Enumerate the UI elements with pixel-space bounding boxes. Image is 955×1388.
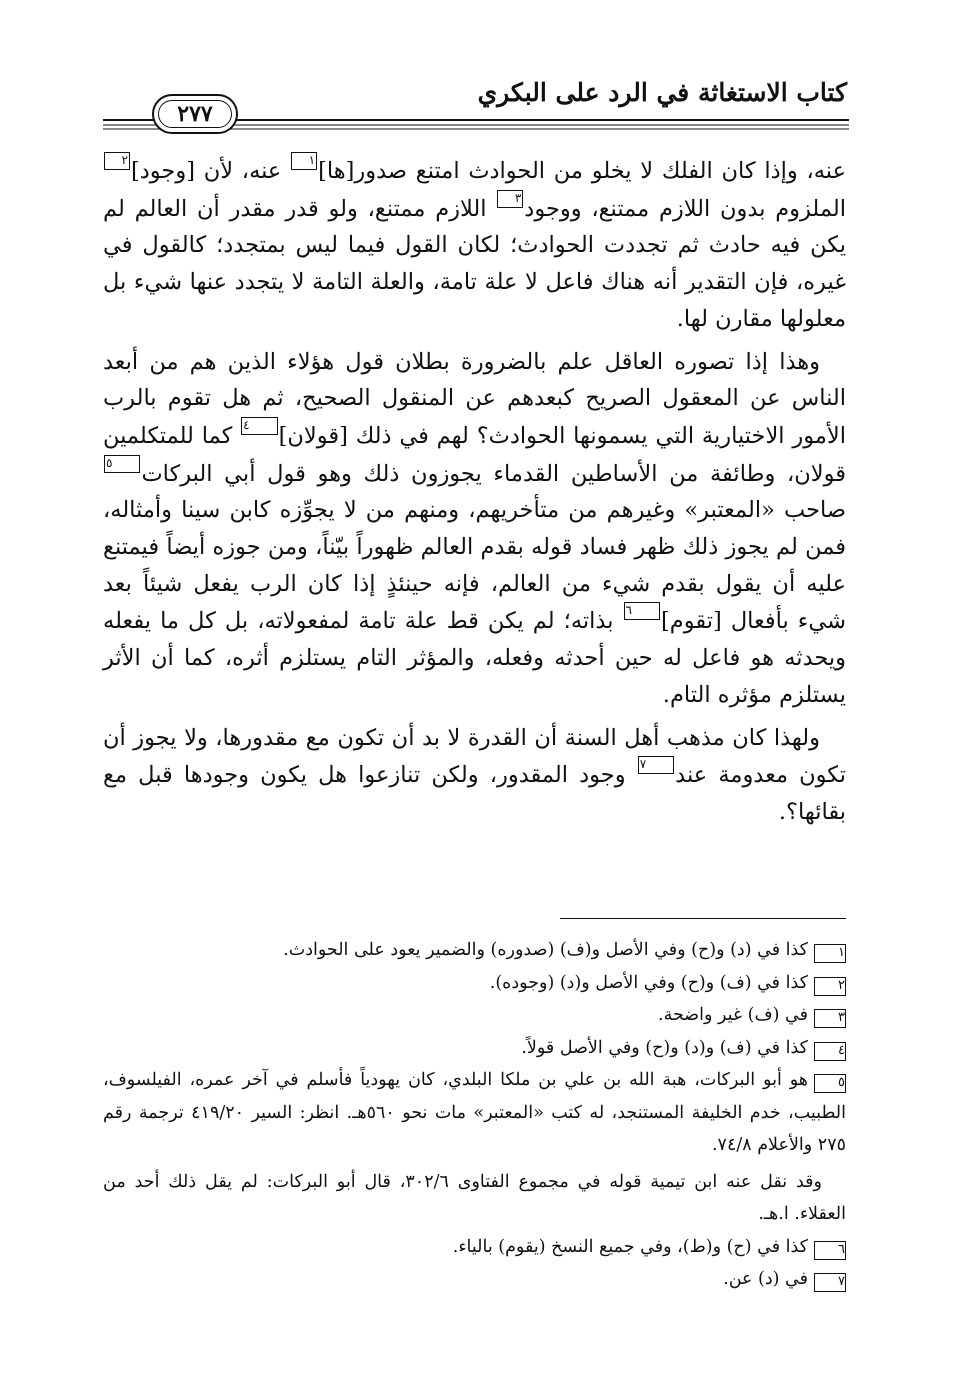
paragraph-1 <box>103 152 846 338</box>
footnote-ref-6[interactable]: ٦ <box>624 602 660 620</box>
footnote-4 <box>103 1032 846 1065</box>
footnote-number: ٦ <box>814 1241 846 1260</box>
footnote-3 <box>103 999 846 1032</box>
text-run: الملزوم بدون اللازم ممتنع، ووجود <box>524 195 846 222</box>
footnote-text: في (ف) غير واضحة. <box>658 1005 808 1025</box>
footnote-6 <box>103 1231 846 1264</box>
footnote-1 <box>103 934 846 967</box>
footnote-number: ١ <box>814 944 846 963</box>
text-run: ولهذا كان مذهب أهل السنة أن القدرة لا بد أن تكون مع مقدورها، ولا يجوز أن تكون معدومة عند <box>103 724 846 789</box>
footnote-ref-1[interactable]: ١ <box>291 152 317 170</box>
footnote-5-continued <box>103 1166 846 1231</box>
text-run: وجود المقدور، ولكن تنازعوا هل يكون وجودها قبل مع بقائها؟. <box>103 762 846 825</box>
footnote-number: ٤ <box>814 1042 846 1061</box>
footnote-5 <box>103 1064 846 1162</box>
footnote-separator <box>560 918 846 919</box>
footnote-text: كذا في (ح) و(ط)، وفي جميع النسخ (يقوم) بالياء. <box>452 1236 808 1257</box>
footnote-text: وقد نقل عنه ابن تيمية قوله في مجموع الفتاوى ٣٠٢/٦، قال أبو البركات: لم يقل ذلك أحد من العقلاء. ا.هـ. <box>103 1171 846 1224</box>
footnote-text: هو أبو البركات، هبة الله بن علي بن ملكا البلدي، كان يهودياً فأسلم في آخر عمره، الفيلسوف، الطبيب، خدم الخليفة المستنجد، له كتب «المعتبر» مات نحو ٥٦٠هـ. انظر: السير ٤١٩/٢٠ ترجمة رقم ٢٧٥ والأعلام ٧٤/٨. <box>103 1070 846 1155</box>
text-run: صاحب «المعتبر» وغيرهم من متأخريهم، ومنهم من لا يجوِّزه كابن سينا وأمثاله، فمن لم يجوز ذلك ظهر فساد قوله بقدم العالم ظهوراً بيّناً، ومن جوزه أيضاً فيمتنع عليه أن يقول بقدم شيء من العالم، فإنه حينئذٍ إذا كان الرب يفعل شيئاً بعد شيء بأفعال [تقوم] <box>103 497 846 635</box>
footnote-2 <box>103 967 846 1000</box>
footnote-number: ٧ <box>814 1273 846 1292</box>
footnote-ref-3[interactable]: ٣ <box>497 190 523 208</box>
text-run: وهذا إذا تصوره العاقل علم بالضرورة بطلان قول هؤلاء الذين هم من أبعد الناس عن المعقول الصريح كبعدهم عن المنقول الصحيح، ثم هل تقوم بالرب الأمور الاختيارية التي يسمونها الحوادث؟ لهم في ذلك [قولان] <box>103 348 846 449</box>
footnote-text: كذا في (د) و(ح) وفي الأصل و(ف) (صدوره) والضمير يعود على الحوادث. <box>283 940 808 960</box>
footnote-number: ٥ <box>814 1074 846 1093</box>
footnote-ref-7[interactable]: ٧ <box>638 756 674 774</box>
text-run: اللازم ممتنع، ولو قدر مقدر أن العالم لم يكن فيه حادث ثم تجددت الحوادث؛ لكان القول فيما ليس بمتجدد؛ كالقول في غيره، فإن التقدير أنه هناك فاعل لا علة تامة، والعلة التامة لا يتجدد عنها شيء بل معلولها مقارن لها. <box>103 195 846 332</box>
text-run: كما للمتكلمين قولان، وطائفة من الأساطين القدماء يجوزون ذلك وهو قول أبي البركات <box>103 422 846 487</box>
page-number-badge <box>152 94 238 134</box>
page-number: ٢٧٧ <box>158 100 232 128</box>
footnote-7 <box>103 1263 846 1296</box>
footnote-number: ٣ <box>814 1009 846 1028</box>
footnote-ref-4[interactable]: ٤ <box>241 417 277 435</box>
footnote-text: في (د) عن. <box>723 1269 808 1289</box>
footnote-ref-2[interactable]: ٢ <box>104 152 130 170</box>
footnote-text: كذا في (ف) و(د) و(ح) وفي الأصل قولاً. <box>521 1037 808 1058</box>
footnote-text: كذا في (ف) و(ح) وفي الأصل و(د) (وجوده). <box>489 972 808 993</box>
text-run: عنه، لأن [وجود] <box>131 158 291 184</box>
paragraph-3 <box>103 720 846 831</box>
text-run: بذاته؛ لم يكن قط علة تامة لمفعولاته، بل كل ما يفعله ويحدثه هو فاعل له حين أحدثه وفعله، والمؤثر التام يستلزم أثره، كما أن الأثر يستلزم مؤثره التام. <box>103 608 846 708</box>
footnote-number: ٢ <box>814 977 846 996</box>
text-run: عنه، وإذا كان الفلك لا يخلو من الحوادث امتنع صدور[ها] <box>318 158 846 184</box>
paragraph-2 <box>103 344 846 714</box>
running-header-title: كتاب الاستغاثة في الرد على البكري <box>477 78 847 107</box>
footnotes <box>103 934 846 1296</box>
footnote-ref-5[interactable]: ٥ <box>104 455 140 473</box>
main-text <box>103 152 846 831</box>
